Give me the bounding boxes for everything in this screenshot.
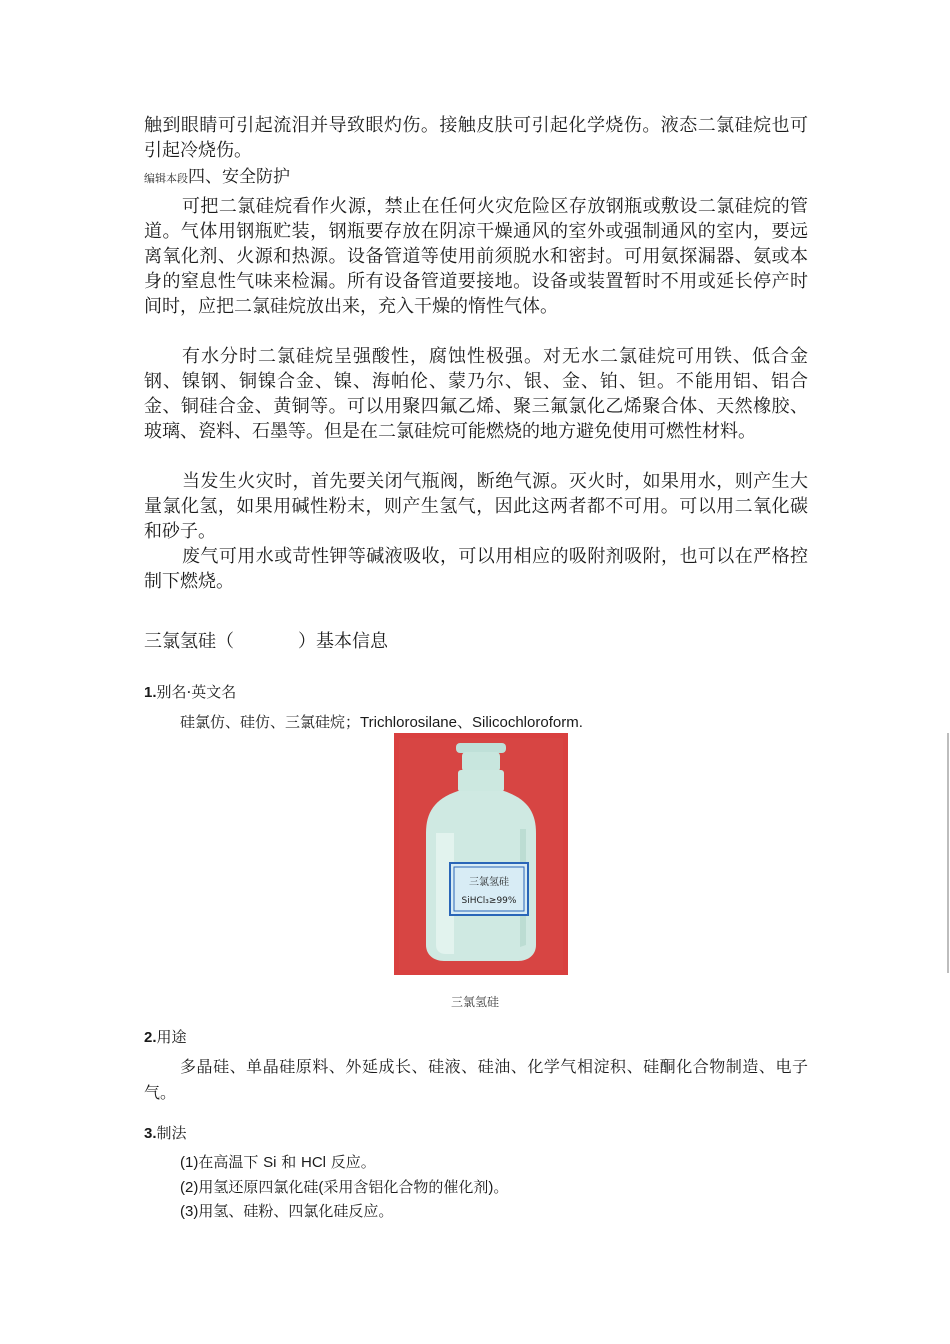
trichlorosilane-bottle-photo (394, 733, 568, 975)
info-title-left: 三氯氢硅（ (144, 631, 234, 652)
method-formula: Si (263, 1154, 277, 1171)
bottle-image (394, 733, 568, 975)
heading-alias (144, 682, 236, 703)
method-text: 采用含铝化合物的催化剂 (323, 1178, 489, 1196)
info-title (144, 630, 388, 654)
heading-number: 2. (144, 1029, 157, 1046)
paragraph-storage: 可把二氯硅烷看作火源，禁止在任何火灾危险区存放钢瓶或敷设二氯硅烷的管道。气体用钢瓶贮装，钢瓶要存放在阴凉干燥通风的室外或强制通风的室内，要远离氧化剂、火源和热源。设备管道等使用前须脱水和密封。可用氨探漏器、氨或本身的窒息性气味来检漏。所有设备管道要接地。设备或装置暂时不用或延长停产时间时，应把二氯硅烷放出来，充入干燥的惰性气体。 (144, 196, 808, 317)
method-item-3 (180, 1200, 393, 1223)
section-heading-safety (144, 166, 290, 190)
method-paren: ( (318, 1179, 324, 1196)
heading-preparation (144, 1123, 187, 1144)
paragraph-materials: 有水分时二氯硅烷呈强酸性，腐蚀性极强。对无水二氯硅烷可用铁、低合金钢、镍钢、铜镍合金、镍、海帕伦、蒙乃尔、银、金、铂、钽。不能用铝、铝合金、铜硅合金、黄铜等。可以用聚四氟乙烯、聚三氟氯化乙烯聚合体、天然橡胶、玻璃、瓷料、石墨等。但是在二氯硅烷可能燃烧的地方避免使用可燃性材料。 (144, 346, 808, 442)
heading-number: 1. (144, 684, 157, 701)
method-text: 反应。 (326, 1153, 376, 1171)
paragraph-fire: 当发生火灾时，首先要关闭气瓶阀，断绝气源。灭火时，如果用水，则产生大量氯化氢，如果用碱性粉末，则产生氢气，因此这两者都不可用。可以用二氧化碳和砂子。 (144, 471, 808, 542)
method-paren: ) (488, 1179, 494, 1196)
method-text: 在高温下 (198, 1153, 264, 1171)
info-title-right: ）基本信息 (298, 631, 388, 652)
alias-line (180, 711, 583, 734)
heading-text: 制法 (156, 1124, 187, 1142)
method-number: (2) (180, 1179, 199, 1196)
section-title: 四、安全防护 (188, 167, 290, 187)
alias-english: Trichlorosilane、Silicochloroform. (360, 714, 583, 731)
paragraph-eye-skin-hazard: 触到眼睛可引起流泪并导致眼灼伤。接触皮肤可引起化学烧伤。液态二氯硅烷也可引起冷烧伤。 (144, 115, 808, 161)
right-margin-rule (947, 733, 949, 973)
alias-chinese: 硅氯仿、硅仿、三氯硅烷； (180, 713, 361, 731)
image-caption: 三氯氢硅 (450, 995, 499, 1009)
method-item-1 (180, 1151, 376, 1174)
method-item-2 (180, 1176, 508, 1199)
method-text: 和 (276, 1153, 302, 1171)
method-text: 用氢、硅粉、四氯化硅反应。 (198, 1202, 394, 1220)
method-text: 用氢还原四氯化硅 (198, 1178, 319, 1196)
method-formula: HCl (301, 1154, 327, 1171)
bottle-label-purity: SiHCl₃≥99% (461, 896, 517, 906)
method-text: 。 (493, 1178, 509, 1196)
method-number: (1) (180, 1154, 199, 1171)
heading-number: 3. (144, 1125, 157, 1142)
bottle-label-name: 三氯氢硅 (469, 877, 509, 888)
edit-section-link[interactable]: 编辑本段 (144, 172, 188, 185)
heading-uses (144, 1027, 187, 1048)
paragraph-uses: 多晶硅、单晶硅原料、外延成长、硅液、硅油、化学气相淀积、硅酮化合物制造、电子气。 (144, 1057, 808, 1102)
method-number: (3) (180, 1203, 199, 1220)
heading-text: 用途 (156, 1028, 187, 1046)
heading-text: 别名·英文名 (156, 683, 237, 701)
paragraph-waste-gas: 废气可用水或苛性钾等碱液吸收，可以用相应的吸附剂吸附，也可以在严格控制下燃烧。 (144, 546, 808, 592)
